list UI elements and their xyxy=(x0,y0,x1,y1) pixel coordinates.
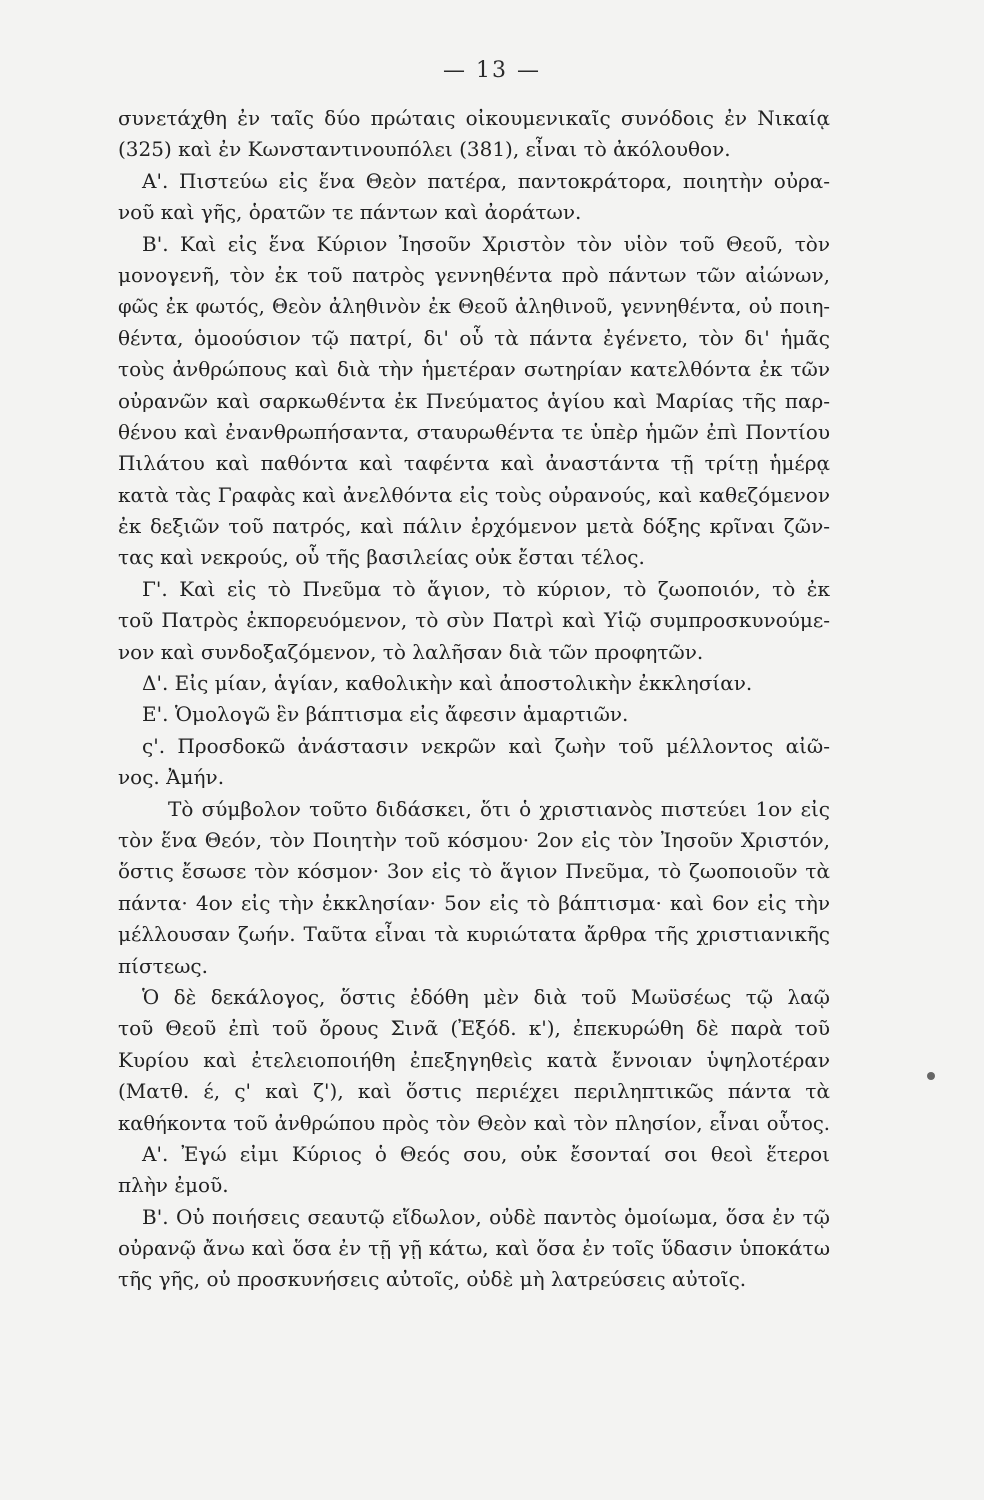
text-line: συνετάχθη ἐν ταῖς δύο πρώταις οἰκουμενικαῖς συνόδοις ἐν Νικαίᾳ xyxy=(118,106,830,130)
text-line: φῶς ἐκ φωτός, Θεὸν ἀληθινὸν ἐκ Θεοῦ ἀληθινοῦ, γεννηθέντα, οὐ ποιη- xyxy=(118,295,830,319)
page-number: — 13 — xyxy=(443,58,541,83)
text-line: Ὁ δὲ δεκάλογος, ὅστις ἐδόθη μὲν διὰ τοῦ Μωϋσέως τῷ λαῷ xyxy=(142,984,830,1009)
text-line: (325) καὶ ἐν Κωνσταντινουπόλει (381), εἶναι τὸ ἀκόλουθον. xyxy=(118,137,731,162)
text-line: Β'. Οὐ ποιήσεις σεαυτῷ εἴδωλον, οὐδὲ παντὸς ὁμοίωμα, ὅσα ἐν τῷ xyxy=(142,1204,830,1229)
text-line: τοῦ Θεοῦ ἐπὶ τοῦ ὄρους Σινᾶ (Ἐξόδ. κ'), ἐπεκυρώθη δὲ παρὰ τοῦ xyxy=(118,1016,830,1041)
text-line: Πιλάτου καὶ παθόντα καὶ ταφέντα καὶ ἀναστάντα τῇ τρίτῃ ἡμέρᾳ xyxy=(118,451,830,476)
text-line: θένου καὶ ἐνανθρωπήσαντα, σταυρωθέντα τε ὑπὲρ ἡμῶν ἐπὶ Ποντίου xyxy=(118,419,830,444)
text-line: νοῦ καὶ γῆς, ὁρατῶν τε πάντων καὶ ἀοράτων. xyxy=(118,200,582,225)
text-line: τῆς γῆς, οὐ προσκυνήσεις αὐτοῖς, οὐδὲ μὴ λατρεύσεις αὐτοῖς. xyxy=(118,1267,747,1292)
text-line: (Ματθ. έ, ς' καὶ ζ'), καὶ ὅστις περιέχει περιληπτικῶς πάντα τὰ xyxy=(118,1079,830,1104)
text-line: νον καὶ συνδοξαζόμενον, τὸ λαλῆσαν διὰ τῶν προφητῶν. xyxy=(118,639,704,664)
text-line: Α'. Πιστεύω εἰς ἕνα Θεὸν πατέρα, παντοκράτορα, ποιητὴν οὐρα- xyxy=(142,168,830,193)
text-line: Ε'. Ὁμολογῶ ἓν βάπτισμα εἰς ἄφεσιν ἁμαρτιῶν. xyxy=(142,702,629,727)
text-line: πάντα· 4ον εἰς τὴν ἐκκλησίαν· 5ον εἰς τὸ βάπτισμα· καὶ 6ον εἰς τὴν xyxy=(118,890,830,915)
text-line: τὸν ἕνα Θεόν, τὸν Ποιητὴν τοῦ κόσμου· 2ον εἰς τὸν Ἰησοῦν Χριστόν, xyxy=(118,827,830,852)
text-line: ὅστις ἔσωσε τὸν κόσμον· 3ον εἰς τὸ ἅγιον Πνεῦμα, τὸ ζωοποιοῦν τὰ xyxy=(118,859,830,884)
text-line: Τὸ σύμβολον τοῦτο διδάσκει, ὅτι ὁ χριστιανὸς πιστεύει 1ον εἰς xyxy=(168,796,830,821)
text-line: ἐκ δεξιῶν τοῦ πατρός, καὶ πάλιν ἐρχόμενον μετὰ δόξης κρῖναι ζῶν- xyxy=(118,514,830,539)
text-line: τοῦ Πατρὸς ἐκπορευόμενον, τὸ σὺν Πατρὶ καὶ Υἱῷ συμπροσκυνούμε- xyxy=(118,608,830,633)
text-line: πίστεως. xyxy=(118,953,208,978)
margin-mark xyxy=(927,1072,935,1080)
text-line: τας καὶ νεκρούς, οὗ τῆς βασιλείας οὐκ ἔσται τέλος. xyxy=(118,545,645,570)
text-line: ς'. Προσδοκῶ ἀνάστασιν νεκρῶν καὶ ζωὴν τοῦ μέλλοντος αἰῶ- xyxy=(142,733,830,758)
text-line: τοὺς ἀνθρώπους καὶ διὰ τὴν ἡμετέραν σωτηρίαν κατελθόντα ἐκ τῶν xyxy=(118,357,830,382)
text-line: νος. Ἀμήν. xyxy=(118,765,225,790)
text-line: καθήκοντα τοῦ ἀνθρώπου πρὸς τὸν Θεὸν καὶ τὸν πλησίον, εἶναι οὗτος. xyxy=(118,1111,830,1135)
text-line: οὐρανῷ ἄνω καὶ ὅσα ἐν τῇ γῇ κάτω, καὶ ὅσα ἐν τοῖς ὕδασιν ὑποκάτω xyxy=(118,1236,830,1261)
text-line: κατὰ τὰς Γραφὰς καὶ ἀνελθόντα εἰς τοὺς οὐρανούς, καὶ καθεζόμενον xyxy=(118,482,830,507)
text-line: Γ'. Καὶ εἰς τὸ Πνεῦμα τὸ ἅγιον, τὸ κύριον, τὸ ζωοποιόν, τὸ ἐκ xyxy=(142,576,830,601)
text-line: μονογενῆ, τὸν ἐκ τοῦ πατρὸς γεννηθέντα πρὸ πάντων τῶν αἰώνων, xyxy=(118,262,830,287)
text-line: πλὴν ἐμοῦ. xyxy=(118,1173,229,1198)
text-line: Β'. Καὶ εἰς ἕνα Κύριον Ἰησοῦν Χριστὸν τὸν υἱὸν τοῦ Θεοῦ, τὸν xyxy=(142,231,830,256)
text-line: Κυρίου καὶ ἐτελειοποιήθη ἐπεξηγηθεὶς κατὰ ἔννοιαν ὑψηλοτέραν xyxy=(118,1047,830,1072)
text-line: οὐρανῶν καὶ σαρκωθέντα ἐκ Πνεύματος ἁγίου καὶ Μαρίας τῆς παρ- xyxy=(118,388,830,413)
text-line: θέντα, ὁμοούσιον τῷ πατρί, δι' οὗ τὰ πάντα ἐγένετο, τὸν δι' ἡμᾶς xyxy=(118,325,830,350)
text-line: Δ'. Εἰς μίαν, ἁγίαν, καθολικὴν καὶ ἀποστολικὴν ἐκκλησίαν. xyxy=(142,671,753,696)
text-line: μέλλουσαν ζωήν. Ταῦτα εἶναι τὰ κυριώτατα ἄρθρα τῆς χριστιανικῆς xyxy=(118,922,830,947)
body-text xyxy=(118,103,830,1296)
text-line: Α'. Ἐγώ εἰμι Κύριος ὁ Θεός σου, οὐκ ἔσονταί σοι θεοὶ ἕτεροι xyxy=(142,1141,830,1166)
